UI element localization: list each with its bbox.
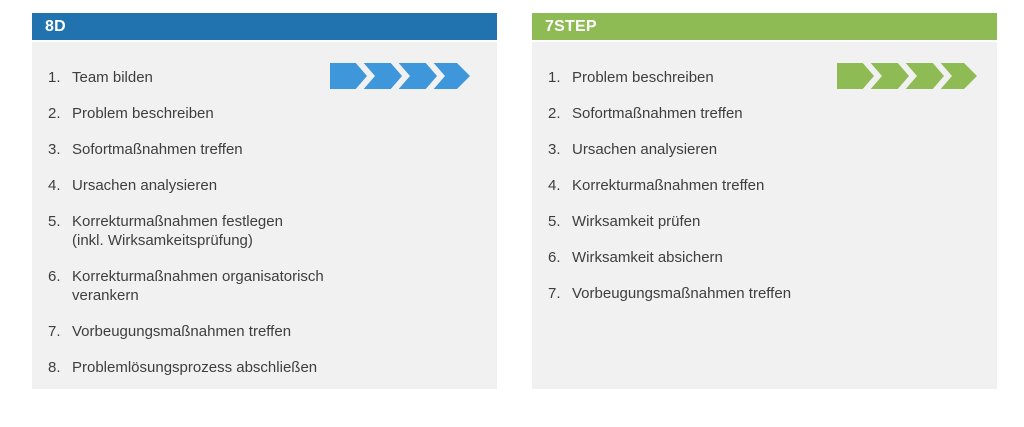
item-text: Problemlösungsprozess abschließen (72, 359, 318, 376)
panel-7step (532, 13, 997, 389)
item-number: 6. (48, 268, 61, 285)
item-text: Ursachen analysieren (572, 141, 718, 158)
item-number: 7. (548, 285, 561, 302)
item-text: Korrekturmaßnahmen organisatorisch verankern (72, 268, 324, 304)
item-number: 3. (48, 141, 61, 158)
item-text: Ursachen analysieren (72, 177, 218, 194)
item-number: 8. (48, 359, 61, 376)
item-number: 2. (48, 105, 61, 122)
item-number: 2. (548, 105, 561, 122)
list-item (548, 104, 981, 123)
step-list (548, 68, 981, 303)
panel-body (32, 42, 497, 389)
list-item (548, 212, 981, 231)
item-number: 1. (548, 69, 561, 86)
panel-header (532, 13, 997, 40)
panel-title: 7STEP (545, 18, 597, 35)
item-text: Sofortmaßnahmen treffen (572, 105, 743, 122)
item-number: 7. (48, 323, 61, 340)
item-number: 6. (548, 249, 561, 266)
item-number: 5. (548, 213, 561, 230)
chevron-arrow-icon (330, 63, 470, 89)
panel-header (32, 13, 497, 40)
list-item (548, 284, 981, 303)
list-item (48, 140, 481, 159)
item-text: Team bilden (72, 69, 153, 86)
list-item (48, 212, 481, 250)
item-number: 4. (48, 177, 61, 194)
item-text: Problem beschreiben (72, 105, 214, 122)
list-item (48, 176, 481, 195)
list-item (548, 176, 981, 195)
panel-title: 8D (45, 18, 66, 35)
list-item (48, 322, 481, 341)
item-text: Wirksamkeit absichern (572, 249, 723, 266)
item-number: 5. (48, 213, 61, 230)
list-item (48, 358, 481, 377)
item-number: 4. (548, 177, 561, 194)
list-item (48, 267, 481, 305)
list-item (548, 248, 981, 267)
item-number: 1. (48, 69, 61, 86)
item-text: Vorbeugungsmaßnahmen treffen (72, 323, 292, 340)
panel-8d (32, 13, 497, 389)
item-text: Problem beschreiben (572, 69, 714, 86)
panel-body (532, 42, 997, 389)
item-text: Sofortmaßnahmen treffen (72, 141, 243, 158)
step-list (48, 68, 481, 377)
list-item (548, 140, 981, 159)
item-text: Wirksamkeit prüfen (572, 213, 701, 230)
item-text: Korrekturmaßnahmen festlegen (inkl. Wirksamkeitsprüfung) (72, 213, 283, 249)
item-number: 3. (548, 141, 561, 158)
item-text: Vorbeugungsmaßnahmen treffen (572, 285, 792, 302)
item-text: Korrekturmaßnahmen treffen (572, 177, 765, 194)
chevron-arrow-icon (837, 63, 977, 89)
list-item (48, 104, 481, 123)
